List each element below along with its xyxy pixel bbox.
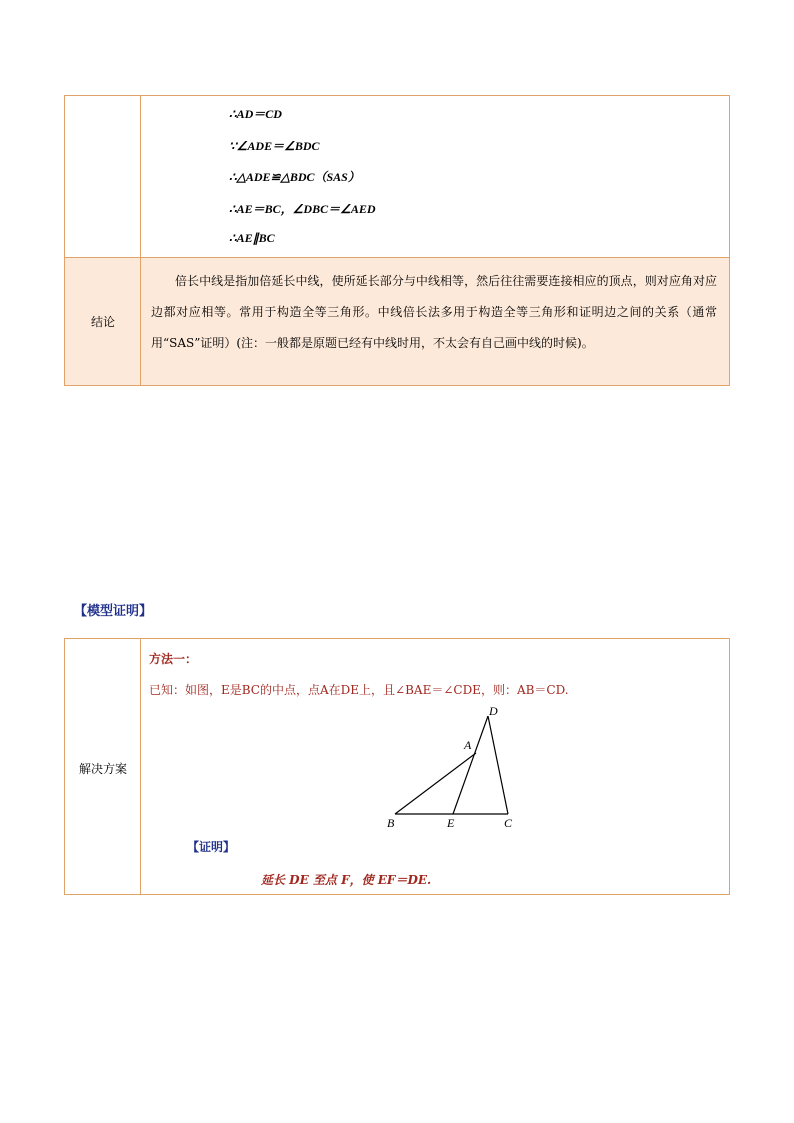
proof-line-5: ∴AE∥BC xyxy=(229,231,275,245)
segment-ed xyxy=(453,716,488,814)
solution-table xyxy=(64,638,730,895)
point-label-c: C xyxy=(504,816,513,830)
conclusion-text-cell xyxy=(141,258,729,385)
conclusion-label-cell xyxy=(65,258,141,385)
point-label-a: A xyxy=(464,738,472,752)
conclusion-label: 结论 xyxy=(90,315,115,329)
proof-line-3: ∴△ADE≌△BDC（SAS） xyxy=(229,170,360,184)
proof-heading: 【证明】 xyxy=(187,840,236,854)
section-title: 【模型证明】 xyxy=(74,604,153,619)
proof-step: 延长 DE 至点 F，使 EF＝DE. xyxy=(261,873,432,887)
conclusion-text: 倍长中线是指加倍延长中线，使所延长部分与中线相等，然后往往需要连接相应的顶点，则对应角对应边都对应相等。常用于构造全等三角形。中线倍长法多用于构造全等三角形和证明边之间的关系（通常用“SAS”证明）(注：一般都是原题已经有中线时用，不太会有自己画中线的时候)。 xyxy=(151,274,717,350)
proof-line-2: ∵∠ADE＝∠BDC xyxy=(229,139,320,153)
method-heading: 方法一： xyxy=(149,652,198,666)
solution-label: 解决方案 xyxy=(78,762,127,776)
conclusion-row xyxy=(65,257,729,385)
proof-line-4: ∴AE＝BC，∠DBC＝∠AED xyxy=(229,202,376,216)
solution-label-cell xyxy=(65,639,141,894)
proof-row-left-cell xyxy=(65,96,141,257)
proof-row xyxy=(65,96,729,257)
point-label-b: B xyxy=(387,816,395,830)
segment-dc xyxy=(488,716,508,814)
proof-row-right-cell xyxy=(141,96,729,257)
point-label-d: D xyxy=(489,704,498,718)
proof-line-1: ∴AD＝CD xyxy=(229,107,282,121)
proof-table xyxy=(64,95,730,386)
point-label-e: E xyxy=(447,816,455,830)
triangle-figure xyxy=(371,701,571,831)
solution-content-cell xyxy=(141,639,729,894)
given-text: 已知：如图，E是BC的中点，点A在DE上，且∠BAE＝∠CDE，则：AB＝CD. xyxy=(149,683,569,697)
